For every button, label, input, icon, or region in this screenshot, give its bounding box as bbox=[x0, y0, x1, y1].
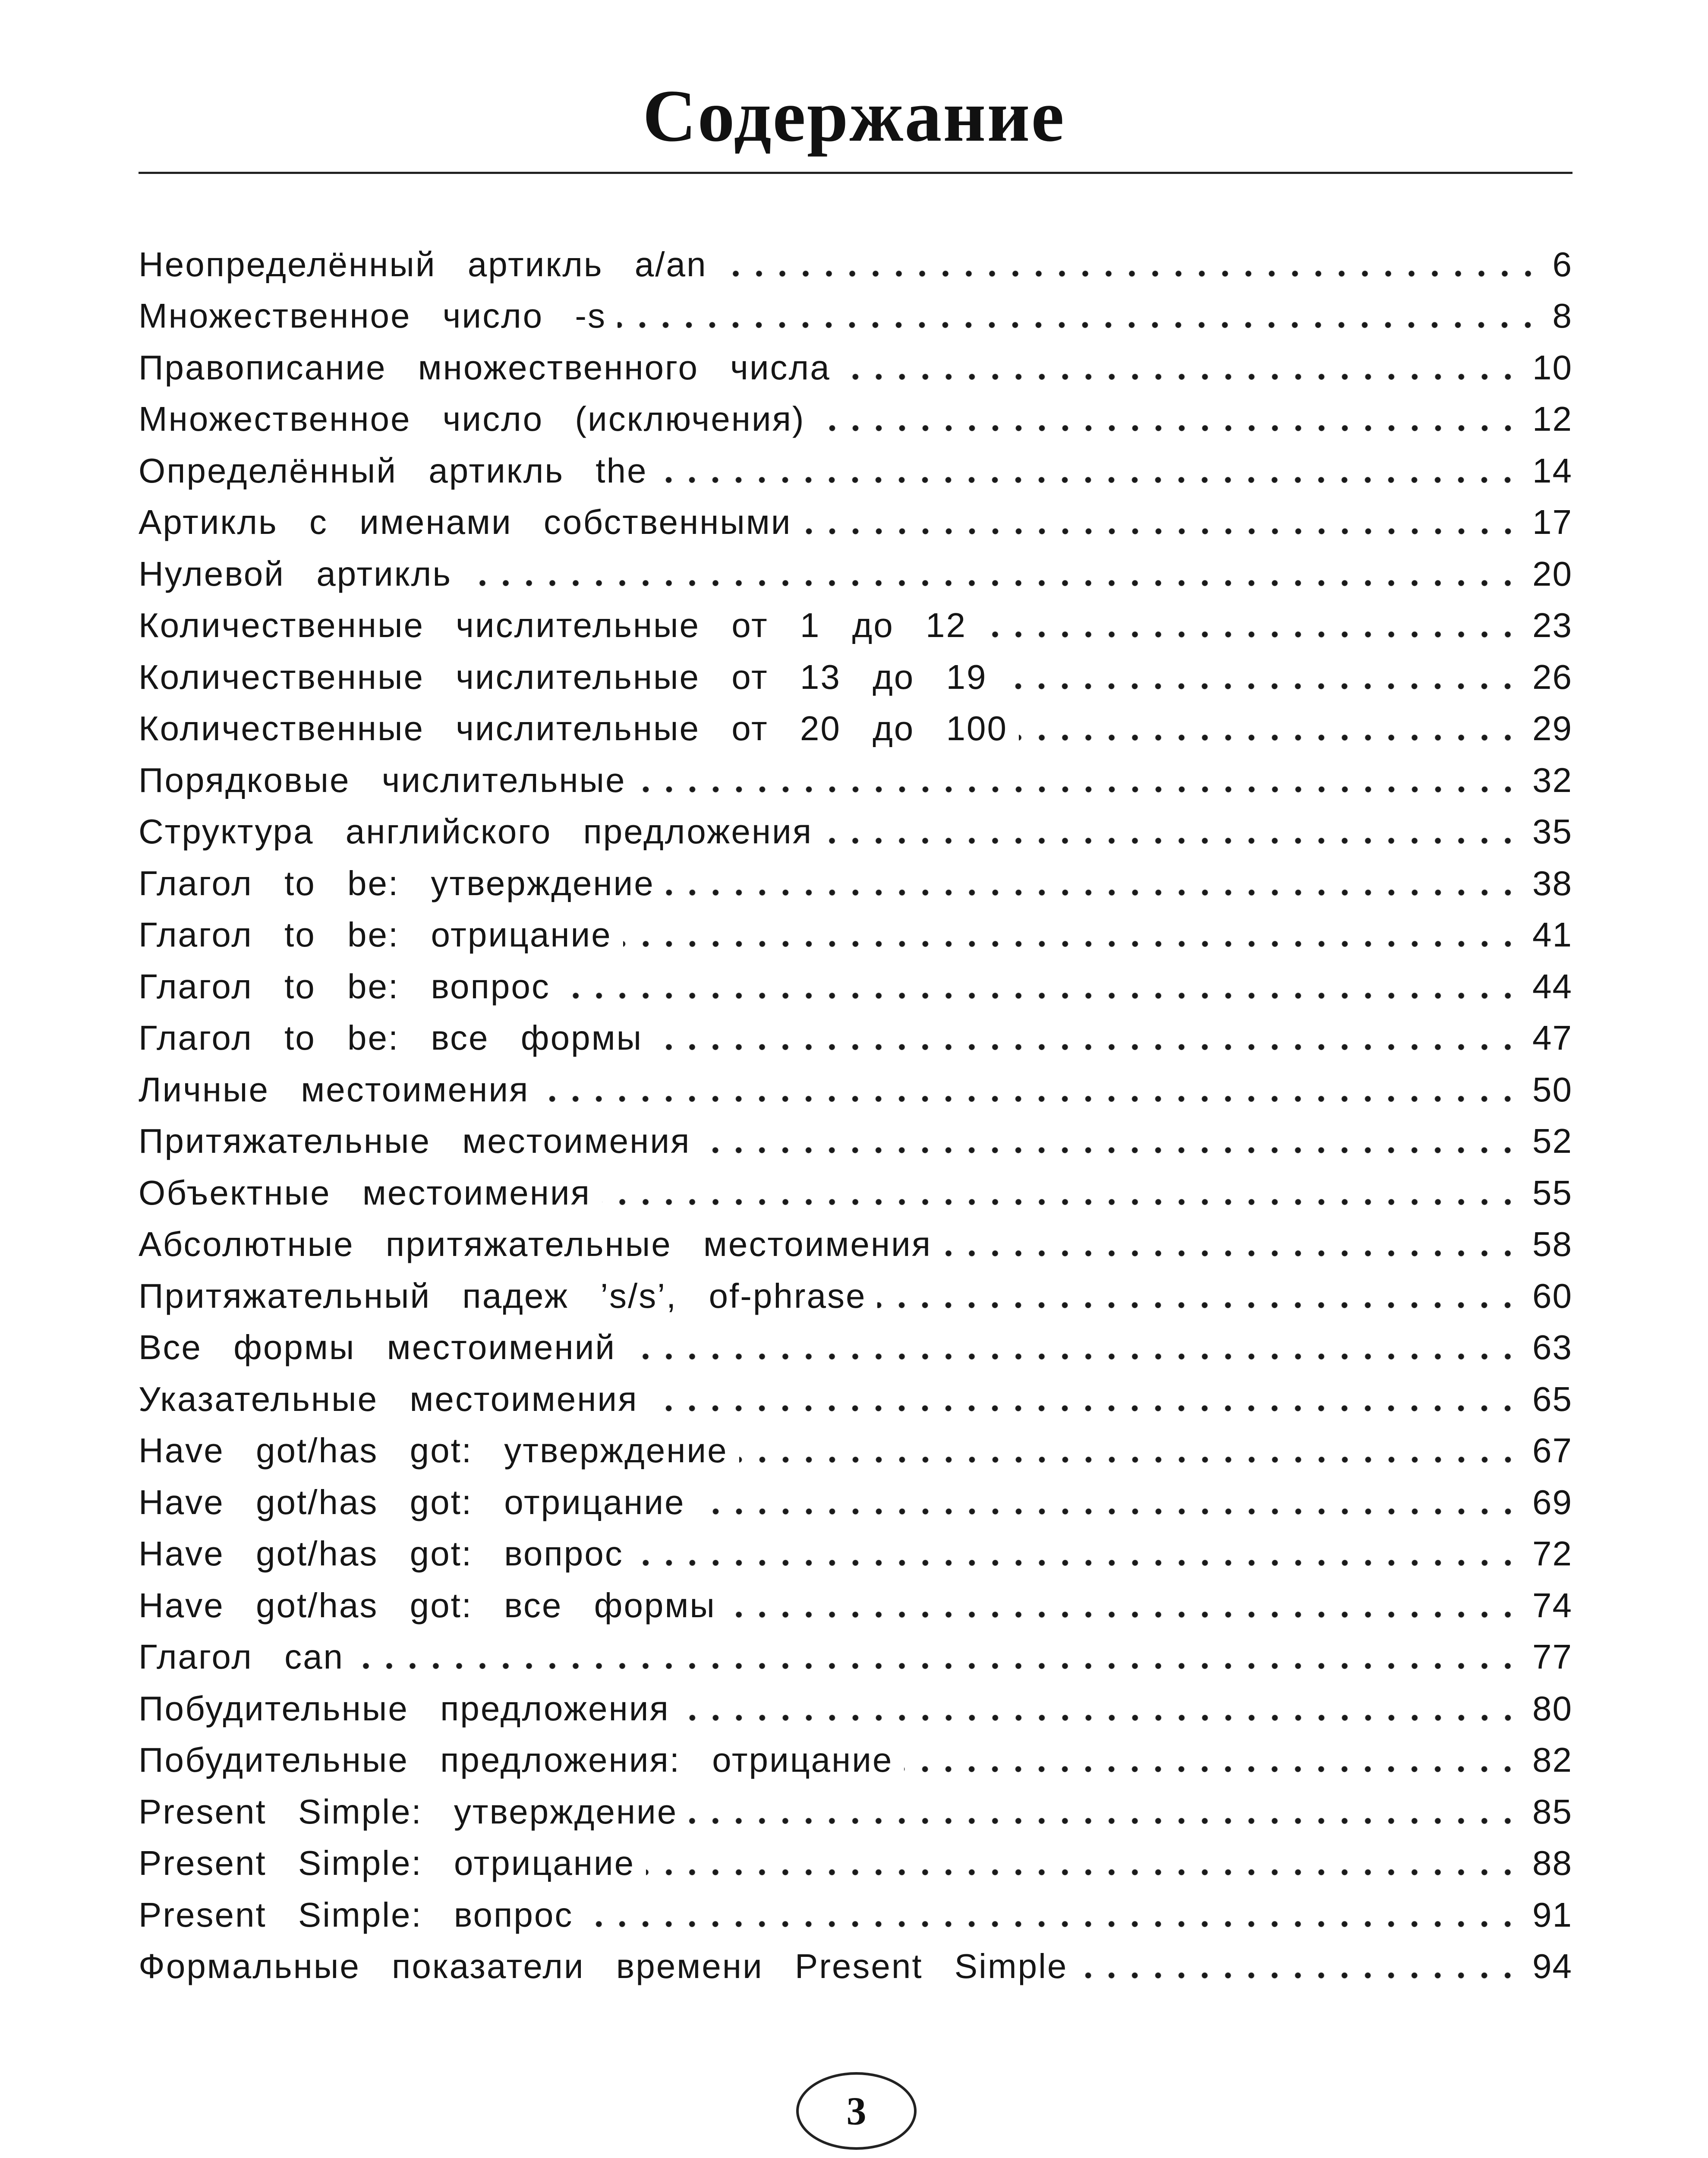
toc-entry-page: 47 bbox=[1532, 1019, 1572, 1057]
dot-leader bbox=[739, 1453, 1519, 1466]
toc-entry-page: 69 bbox=[1532, 1483, 1572, 1521]
toc-entry-page: 82 bbox=[1532, 1741, 1572, 1779]
dot-leader bbox=[1079, 1969, 1519, 1982]
dot-leader bbox=[540, 1092, 1519, 1105]
toc-row bbox=[139, 1219, 1572, 1271]
toc-entry-title: Притяжательные местоимения bbox=[139, 1122, 691, 1161]
toc-entry-page: 55 bbox=[1532, 1173, 1572, 1212]
toc-row bbox=[139, 1425, 1572, 1477]
toc-entry-title: Определённый артикль the bbox=[139, 451, 648, 490]
dot-leader bbox=[681, 1711, 1519, 1724]
toc-entry-page: 12 bbox=[1532, 400, 1572, 439]
toc-row bbox=[139, 548, 1572, 600]
dot-leader bbox=[355, 1660, 1519, 1672]
toc-row bbox=[139, 497, 1572, 549]
toc-row bbox=[139, 600, 1572, 652]
dot-leader bbox=[654, 1041, 1519, 1054]
toc-entry-title: Побудительные предложения: отрицание bbox=[139, 1741, 893, 1779]
toc-entry-title: Структура английского предложения bbox=[139, 812, 813, 851]
toc-entry-page: 20 bbox=[1532, 554, 1572, 593]
dot-leader bbox=[803, 525, 1520, 538]
toc-entry-title: Все формы местоимений bbox=[139, 1328, 616, 1367]
toc-row bbox=[139, 1013, 1572, 1064]
toc-row bbox=[139, 1735, 1572, 1786]
page-number: 3 bbox=[846, 2089, 867, 2133]
toc-entry-title: Личные местоимения bbox=[139, 1070, 529, 1109]
toc-row bbox=[139, 394, 1572, 445]
toc-entry-page: 74 bbox=[1532, 1586, 1572, 1625]
toc-entry-page: 91 bbox=[1532, 1895, 1572, 1934]
toc-entry-page: 63 bbox=[1532, 1328, 1572, 1367]
toc-row bbox=[139, 961, 1572, 1013]
toc-entry-page: 41 bbox=[1532, 915, 1572, 954]
dot-leader bbox=[877, 1299, 1519, 1312]
dot-leader bbox=[842, 370, 1519, 383]
toc-row bbox=[139, 703, 1572, 755]
toc-entry-title: Have got/has got: все формы bbox=[139, 1586, 716, 1625]
dot-leader bbox=[998, 680, 1519, 693]
toc-row bbox=[139, 239, 1572, 290]
toc-row bbox=[139, 754, 1572, 806]
dot-leader bbox=[584, 1918, 1519, 1931]
toc-entry-title: Present Simple: вопрос bbox=[139, 1895, 574, 1934]
toc-entry-title: Порядковые числительные bbox=[139, 760, 626, 799]
toc-entry-title: Абсолютные притяжательные местоимения bbox=[139, 1225, 932, 1264]
toc-row bbox=[139, 1322, 1572, 1374]
toc-row bbox=[139, 1064, 1572, 1116]
toc-entry-page: 44 bbox=[1532, 967, 1572, 1006]
dot-leader bbox=[666, 886, 1519, 899]
toc-row bbox=[139, 1683, 1572, 1735]
toc-row bbox=[139, 806, 1572, 858]
dot-leader bbox=[702, 1144, 1519, 1157]
toc-row bbox=[139, 1631, 1572, 1683]
toc-entry-page: 67 bbox=[1532, 1431, 1572, 1470]
dot-leader bbox=[602, 1196, 1519, 1208]
dot-leader bbox=[618, 319, 1539, 331]
toc-entry-page: 26 bbox=[1532, 657, 1572, 696]
toc-row bbox=[139, 858, 1572, 909]
dot-leader bbox=[649, 1402, 1519, 1415]
title-divider bbox=[139, 172, 1572, 174]
dot-leader bbox=[637, 783, 1519, 796]
dot-leader bbox=[635, 1556, 1519, 1569]
toc-entry-page: 14 bbox=[1532, 451, 1572, 490]
toc-entry-page: 17 bbox=[1532, 503, 1572, 542]
toc-entry-page: 32 bbox=[1532, 760, 1572, 799]
toc-row bbox=[139, 1786, 1572, 1838]
toc-entry-title: Глагол can bbox=[139, 1637, 344, 1676]
dot-leader bbox=[627, 1350, 1519, 1363]
toc-entry-title: Количественные числительные от 13 до 19 bbox=[139, 657, 987, 696]
dot-leader bbox=[659, 473, 1519, 486]
toc-entry-page: 23 bbox=[1532, 606, 1572, 645]
toc-entry-title: Множественное число -s bbox=[139, 297, 607, 335]
page-number-badge bbox=[796, 2072, 917, 2150]
toc-entry-title: Have got/has got: отрицание bbox=[139, 1483, 685, 1521]
toc-row bbox=[139, 1167, 1572, 1219]
dot-leader bbox=[561, 989, 1519, 1002]
page-title: Содержание bbox=[643, 75, 1065, 157]
dot-leader bbox=[943, 1247, 1519, 1260]
table-of-contents bbox=[139, 239, 1572, 1992]
toc-entry-page: 65 bbox=[1532, 1379, 1572, 1418]
toc-row bbox=[139, 1580, 1572, 1631]
toc-entry-title: Глагол to be: утверждение bbox=[139, 864, 655, 902]
toc-entry-page: 52 bbox=[1532, 1122, 1572, 1161]
toc-entry-page: 88 bbox=[1532, 1844, 1572, 1883]
toc-row bbox=[139, 909, 1572, 961]
toc-row bbox=[139, 1477, 1572, 1528]
dot-leader bbox=[463, 577, 1519, 590]
toc-entry-title: Притяжательный падеж ’s/s’, of-phrase bbox=[139, 1276, 867, 1315]
toc-entry-title: Глагол to be: вопрос bbox=[139, 967, 550, 1006]
toc-row bbox=[139, 651, 1572, 703]
toc-entry-page: 35 bbox=[1532, 812, 1572, 851]
toc-row bbox=[139, 1838, 1572, 1890]
toc-entry-title: Правописание множественного числа bbox=[139, 348, 831, 387]
dot-leader bbox=[689, 1814, 1519, 1827]
dot-leader bbox=[696, 1505, 1519, 1518]
toc-entry-page: 6 bbox=[1552, 245, 1572, 284]
dot-leader bbox=[727, 1608, 1519, 1621]
dot-leader bbox=[1019, 731, 1519, 744]
toc-entry-title: Present Simple: отрицание bbox=[139, 1844, 635, 1883]
toc-row bbox=[139, 1373, 1572, 1425]
toc-entry-title: Глагол to be: отрицание bbox=[139, 915, 612, 954]
toc-row bbox=[139, 1528, 1572, 1580]
toc-entry-page: 77 bbox=[1532, 1637, 1572, 1676]
toc-entry-page: 29 bbox=[1532, 709, 1572, 748]
toc-entry-page: 50 bbox=[1532, 1070, 1572, 1109]
dot-leader bbox=[816, 422, 1519, 435]
toc-entry-title: Have got/has got: вопрос bbox=[139, 1534, 624, 1573]
toc-entry-title: Количественные числительные от 20 до 100 bbox=[139, 709, 1008, 748]
toc-row bbox=[139, 445, 1572, 497]
toc-entry-title: Глагол to be: все формы bbox=[139, 1019, 643, 1057]
toc-entry-title: Множественное число (исключения) bbox=[139, 400, 805, 439]
toc-row bbox=[139, 1941, 1572, 1993]
toc-entry-title: Побудительные предложения bbox=[139, 1689, 670, 1728]
toc-entry-page: 72 bbox=[1532, 1534, 1572, 1573]
toc-entry-title: Объектные местоимения bbox=[139, 1173, 591, 1212]
toc-entry-page: 85 bbox=[1532, 1792, 1572, 1831]
dot-leader bbox=[824, 834, 1519, 847]
toc-entry-page: 60 bbox=[1532, 1276, 1572, 1315]
toc-entry-page: 94 bbox=[1532, 1947, 1572, 1986]
toc-entry-title: Нулевой артикль bbox=[139, 554, 452, 593]
toc-entry-title: Формальные показатели времени Present Simple bbox=[139, 1947, 1068, 1986]
toc-entry-page: 80 bbox=[1532, 1689, 1572, 1728]
dot-leader bbox=[978, 628, 1519, 641]
toc-entry-title: Артикль с именами собственными bbox=[139, 503, 792, 542]
dot-leader bbox=[623, 937, 1519, 950]
toc-entry-title: Указательные местоимения bbox=[139, 1379, 638, 1418]
toc-row bbox=[139, 342, 1572, 394]
dot-leader bbox=[718, 267, 1540, 280]
toc-entry-title: Неопределённый артикль a/an bbox=[139, 245, 707, 284]
toc-entry-page: 58 bbox=[1532, 1225, 1572, 1264]
toc-entry-title: Количественные числительные от 1 до 12 bbox=[139, 606, 967, 645]
toc-row bbox=[139, 290, 1572, 342]
toc-row bbox=[139, 1270, 1572, 1322]
toc-entry-page: 10 bbox=[1532, 348, 1572, 387]
dot-leader bbox=[904, 1763, 1519, 1776]
toc-entry-title: Have got/has got: утверждение bbox=[139, 1431, 728, 1470]
toc-entry-page: 8 bbox=[1552, 297, 1572, 335]
toc-row bbox=[139, 1116, 1572, 1167]
toc-entry-page: 38 bbox=[1532, 864, 1572, 902]
dot-leader bbox=[646, 1866, 1519, 1879]
toc-row bbox=[139, 1889, 1572, 1941]
toc-entry-title: Present Simple: утверждение bbox=[139, 1792, 678, 1831]
